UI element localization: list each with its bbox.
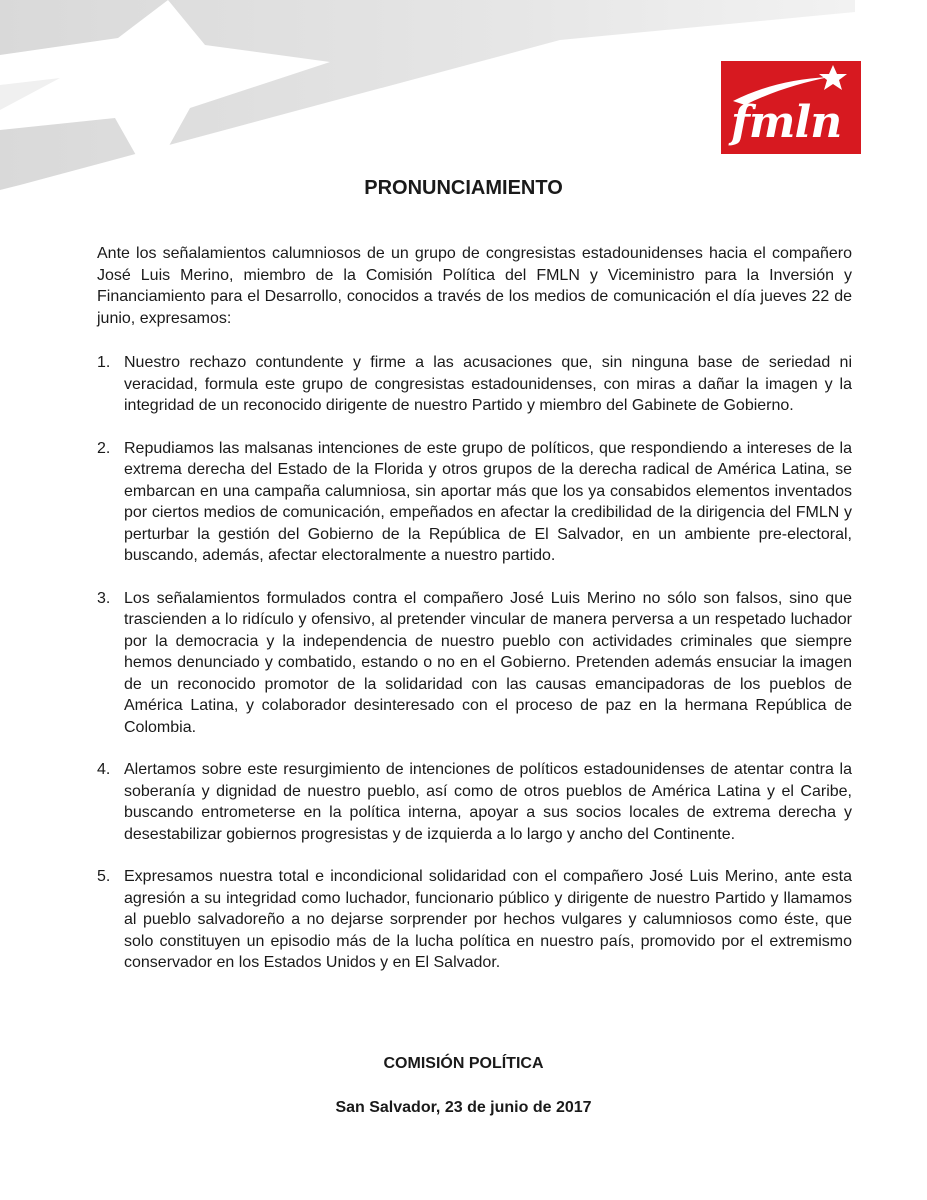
list-item <box>97 759 852 845</box>
list-item <box>97 866 852 974</box>
list-item-text: Los señalamientos formulados contra el compañero José Luis Merino no sólo son falsos, sino que trascienden a lo ridículo y ofensivo, al pretender vincular de manera perversa a un respetado luchador por la democracia y la independencia de nuestro pueblo con actividades criminales que siempre hemos denunciado y combatido, estando o no en el Gobierno. Pretenden además ensuciar la imagen de un reconocido promotor de la solidaridad con las causas emancipadoras de los pueblos de América Latina, y colaborador desinteresado con el proceso de paz en la hermana República de Colombia. <box>124 589 852 736</box>
list-item-number: 5. <box>97 868 111 885</box>
list-item-number: 2. <box>97 439 111 457</box>
list-item <box>97 352 852 417</box>
list-item-text: Alertamos sobre este resurgimiento de intenciones de políticos estadounidenses de atentar contra la soberanía y dignidad de nuestro pueblo, así como de otros pueblos de América Latina y el Caribe, buscando entrometerse en la política interna, apoyar a sus socios locales de extrema derecha y desestabilizar gobiernos progresistas y de izquierda a lo largo y ancho del Continente. <box>124 761 852 843</box>
list-item-number: 3. <box>97 589 111 607</box>
list-item-number: 4. <box>97 761 111 778</box>
list-item <box>97 588 852 739</box>
list-item <box>97 438 852 567</box>
place-date: San Salvador, 23 de junio de 2017 <box>335 1099 592 1116</box>
page-title: PRONUNCIAMIENTO <box>364 177 563 199</box>
list-item-text: Repudiamos las malsanas intenciones de este grupo de políticos, que respondiendo a intereses de la extrema derecha del Estado de la Florida y otros grupos de la derecha radical de América Latina, se embarcan en una campaña calumniosa, sin aportar más que los ya consabidos elementos inventados por ciertos medios de comunicación, empeñados en afectar la credibilidad de la dirigencia del FMLN y perturbar la gestión del Gobierno de la República de El Salvador, en un ambiente pre-electoral, buscando, además, afectar electoralmente a nuestro partido. <box>124 439 852 564</box>
list-item-number: 1. <box>97 354 111 371</box>
list-item-text: Nuestro rechazo contundente y firme a las acusaciones que, sin ninguna base de seriedad ni veracidad, formula este grupo de congresistas estadounidenses, con miras a dañar la imagen y la integridad de un reconocido dirigente de nuestro Partido y miembro del Gabinete de Gobierno. <box>124 354 852 414</box>
fmln-logo <box>721 61 861 154</box>
list-item-text: Expresamos nuestra total e incondicional solidaridad con el compañero José Luis Merino, ante esta agresión a su integridad como luchador, funcionario público y dirigente de nuestro Partido y llamamos al pueblo salvadoreño a no dejarse sorprender por hechos vulgares y calumniosos como éste, que solo constituyen un episodio más de la lucha política en nuestro país, promovido por el extremismo conservador en los Estados Unidos y en El Salvador. <box>124 868 852 971</box>
signature: COMISIÓN POLÍTICA <box>383 1055 544 1072</box>
document-body <box>97 243 852 995</box>
intro-paragraph: Ante los señalamientos calumniosos de un grupo de congresistas estadounidenses hacia el compañero José Luis Merino, miembro de la Comisión Política del FMLN y Viceministro para la Inversión y Financiamiento para el Desarrollo, conocidos a través de los medios de comunicación el día jueves 22 de junio, expresamos: <box>97 245 852 327</box>
logo-text: fmln <box>731 97 842 148</box>
